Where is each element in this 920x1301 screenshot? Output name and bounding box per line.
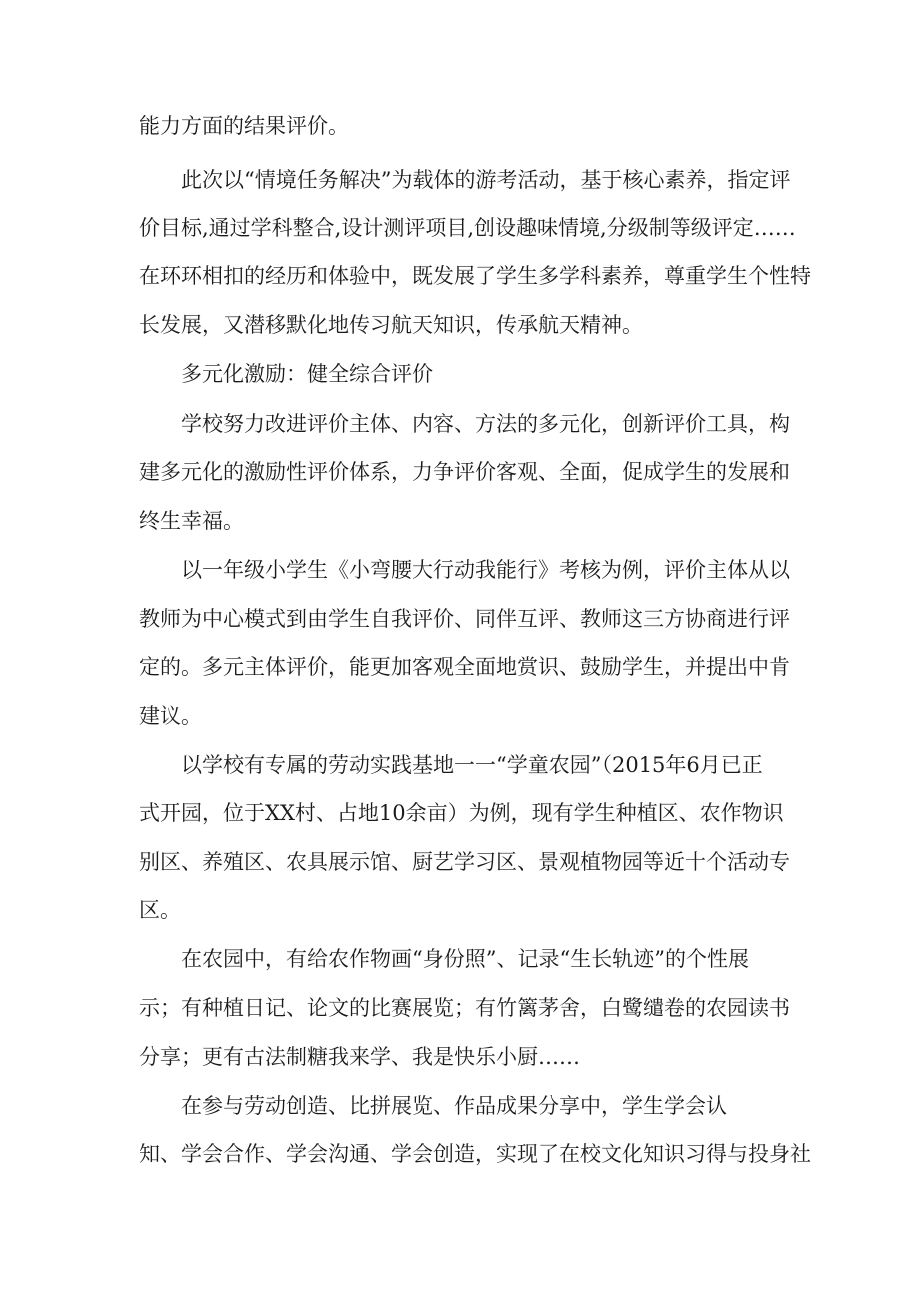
text-line: 以学校有专属的劳动实践基地一一“学童农园”（2015年6月已正 <box>181 753 763 777</box>
text-line: 定的。多元主体评价，能更加客观全面地赏识、鼓励学生，并提出中肯 <box>139 655 790 679</box>
text-line: 建多元化的激励性评价体系，力争评价客观、全面，促成学生的发展和 <box>139 460 790 484</box>
text-line: 学校努力改进评价主体、内容、方法的多元化，创新评价工具，构 <box>181 412 790 436</box>
text-line: 在参与劳动创造、比拼展览、作品成果分享中，学生学会认 <box>181 1094 727 1118</box>
text-line: 式开园，位于XX村、占地10余亩）为例，现有学生种植区、农作物识 <box>139 801 784 825</box>
text-line: 以一年级小学生《小弯腰大行动我能行》考核为例，评价主体从以 <box>181 558 790 582</box>
text-line: 区。 <box>139 898 181 922</box>
text-line: 终生幸福。 <box>139 509 244 533</box>
text-line: 别区、养殖区、农具展示馆、厨艺学习区、景观植物园等近十个活动专 <box>139 850 790 874</box>
text-line: 建议。 <box>139 704 202 728</box>
text-line: 能力方面的结果评价。 <box>139 114 349 138</box>
text-line: 知、学会合作、学会沟通、学会创造，实现了在校文化知识习得与投身社 <box>139 1142 811 1166</box>
text-line: 示；有种植日记、论文的比赛展览；有竹篱茅舍，白鹭缱卷的农园读书 <box>139 996 790 1020</box>
text-line: 在环环相扣的经历和体验中，既发展了学生多学科素养，尊重学生个性特 <box>139 264 811 288</box>
text-line: 分享；更有古法制糖我来学、我是快乐小厨…… <box>139 1045 580 1069</box>
section-heading: 多元化激励：健全综合评价 <box>181 362 433 386</box>
text-line: 长发展，又潜移默化地传习航天知识，传承航天精神。 <box>139 313 643 337</box>
text-line: 价目标,通过学科整合,设计测评项目,创设趣味情境,分级制等级评定…… <box>139 216 796 240</box>
text-line: 在农园中，有给农作物画“身份照”、记录“生长轨迹”的个性展 <box>181 947 749 971</box>
text-line: 教师为中心模式到由学生自我评价、同伴互评、教师这三方协商进行评 <box>139 607 790 631</box>
text-line: 此次以“情境任务解决”为载体的游考活动，基于核心素养，指定评 <box>181 168 791 192</box>
